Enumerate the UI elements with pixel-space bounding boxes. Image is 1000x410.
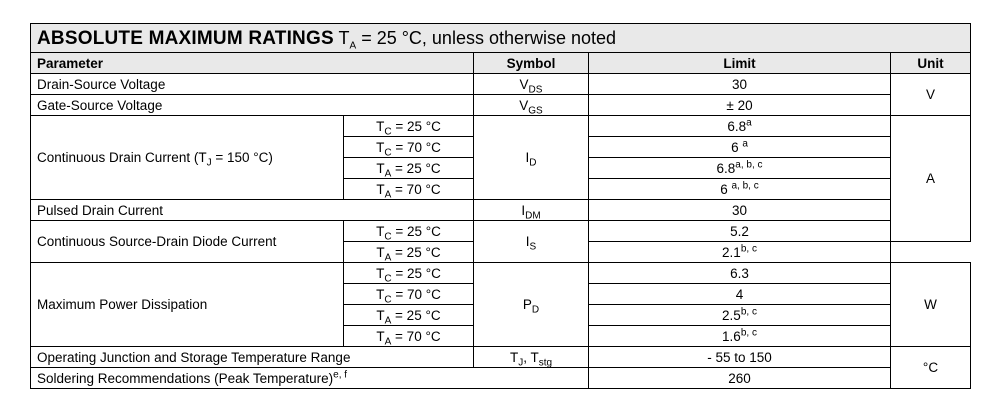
ratings-table [30, 23, 971, 389]
symbol-id: $I_D$ [474, 116, 589, 200]
param-source-drain-diode-current: Continuous Source-Drain Diode Current [31, 221, 344, 263]
condition: $T_C = 70$ °C [344, 137, 474, 158]
limit-value: 1.6$^{b, c}$ [589, 326, 891, 347]
table-title [31, 24, 971, 53]
limit-value: 2.5$^{b, c}$ [589, 305, 891, 326]
limit-value: 6.8$^a$ [589, 116, 891, 137]
limit-tj: - 55 to 150 [589, 347, 891, 368]
unit-w: W [891, 263, 971, 347]
limit-value: 6.8$^{a, b, c}$ [589, 158, 891, 179]
limit-solder: 260 [589, 368, 891, 389]
symbol-is: $I_S$ [474, 221, 589, 263]
param-continuous-drain-current: Continuous Drain Current ($T_J = 150$ °C) [31, 116, 344, 200]
table-row [31, 200, 971, 221]
condition: $T_A = 70$ °C [344, 179, 474, 200]
symbol-vds: $V_{DS}$ [474, 74, 589, 95]
table-row [31, 263, 971, 284]
unit-a: A [891, 116, 971, 242]
param-soldering-recommendations: Soldering Recommendations (Peak Temperature)$^{e, f}$ [31, 368, 589, 389]
table-row [31, 95, 971, 116]
header-limit: Limit [589, 53, 891, 74]
param-junction-storage-temperature: Operating Junction and Storage Temperature Range [31, 347, 474, 368]
header-unit: Unit [891, 53, 971, 74]
table-row [31, 221, 971, 242]
condition: $T_C = 70$ °C [344, 284, 474, 305]
unit-c: °C [891, 347, 971, 389]
absolute-maximum-ratings-table-container [30, 23, 970, 389]
condition: $T_C = 25$ °C [344, 116, 474, 137]
limit-value: 6 $^{a, b, c}$ [589, 179, 891, 200]
limit-value: 4 [589, 284, 891, 305]
table-row [31, 347, 971, 368]
table-row [31, 116, 971, 137]
header-symbol: Symbol [474, 53, 589, 74]
condition: $T_A = 25$ °C [344, 242, 474, 263]
header-row [31, 53, 971, 74]
table-row [31, 368, 971, 389]
unit-v: V [891, 74, 971, 116]
table-row [31, 74, 971, 95]
param-gate-source-voltage: Gate-Source Voltage [31, 95, 474, 116]
limit-value: 6.3 [589, 263, 891, 284]
limit-value: 2.1$^{b, c}$ [589, 242, 891, 263]
condition: $T_A = 70$ °C [344, 326, 474, 347]
limit-idm: 30 [589, 200, 891, 221]
condition: $T_C = 25$ °C [344, 263, 474, 284]
symbol-vgs: $V_{GS}$ [474, 95, 589, 116]
title-condition: $T_A = 25$ °C, unless otherwise noted [338, 27, 617, 52]
condition: $T_A = 25$ °C [344, 158, 474, 179]
param-maximum-power-dissipation: Maximum Power Dissipation [31, 263, 344, 347]
limit-value: 6 $^a$ [589, 137, 891, 158]
limit-vgs: ± 20 [589, 95, 891, 116]
symbol-tj-tstg: $T_J$, $T_{stg}$ [474, 347, 589, 368]
symbol-idm: $I_{DM}$ [474, 200, 589, 221]
condition: $T_C = 25$ °C [344, 221, 474, 242]
limit-value: 5.2 [589, 221, 891, 242]
table-title-row [31, 24, 971, 53]
symbol-pd: $P_D$ [474, 263, 589, 347]
param-pulsed-drain-current: Pulsed Drain Current [31, 200, 474, 221]
condition: $T_A = 25$ °C [344, 305, 474, 326]
limit-vds: 30 [589, 74, 891, 95]
header-parameter: Parameter [31, 53, 474, 74]
title-main: ABSOLUTE MAXIMUM RATINGS [37, 27, 334, 49]
param-drain-source-voltage: Drain-Source Voltage [31, 74, 474, 95]
